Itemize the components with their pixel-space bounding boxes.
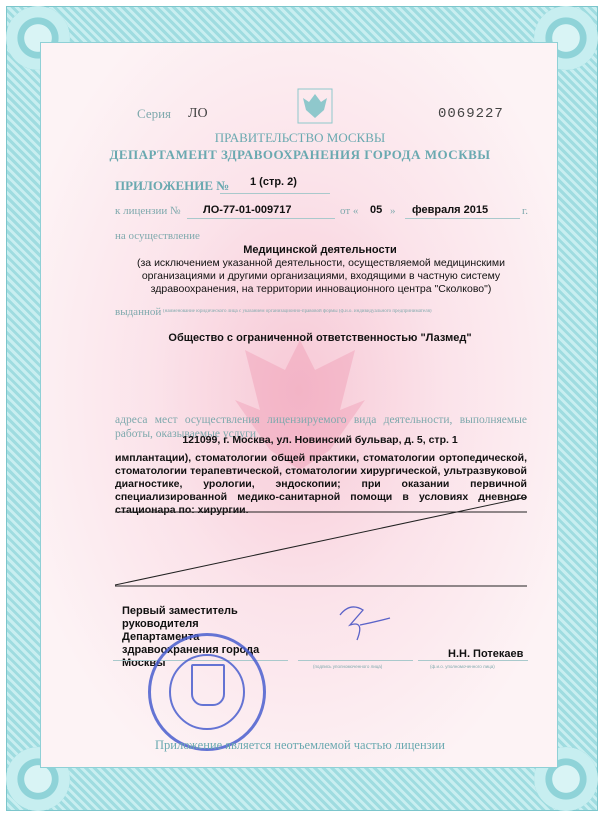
license-month-year: февраля 2015 bbox=[412, 204, 489, 216]
license-label: к лицензии № bbox=[115, 205, 181, 217]
license-number: ЛО-77-01-009717 bbox=[203, 204, 292, 216]
signature-icon bbox=[335, 600, 395, 645]
activity-details: (за исключением указанной деятельности, осуществляемой медицинскими организациями и другими организациями, входящими в частную систему здравоохранения, на территории инновационного центра "Сколково") bbox=[137, 257, 505, 295]
activity-title: Медицинской деятельности bbox=[243, 244, 397, 256]
series-value: ЛО bbox=[188, 106, 208, 121]
official-stamp bbox=[148, 633, 266, 751]
address-value: 121099, г. Москва, ул. Новинский бульвар, д. 5, стр. 1 bbox=[182, 434, 458, 446]
signatory-name: Н.Н. Потекаев bbox=[448, 648, 524, 660]
footer-note: Приложение является неотъемлемой частью лицензии bbox=[155, 738, 445, 752]
government-title: ПРАВИТЕЛЬСТВО МОСКВЫ bbox=[214, 130, 386, 145]
series-label: Серия bbox=[137, 106, 172, 121]
issued-label: выданной bbox=[115, 306, 162, 318]
license-day: 05 bbox=[370, 204, 383, 216]
date-from-label: от « bbox=[340, 205, 359, 217]
address-label: адреса мест осуществления лицензируемого вида деятельности, выполняемые работы, оказываемые услуги bbox=[115, 414, 527, 440]
services-text: имплантации), стоматологии общей практики, стоматологии ортопедической, стоматологии терапевтической, стоматологии хирургической, ультразвуковой диагностике, урологии, эндоскопии; при оказании первичной специализированной медико-санитарной помощи в условиях дневного стационара по: хирургии. bbox=[115, 452, 527, 516]
year-suffix: г. bbox=[522, 205, 529, 217]
form-number: 0069227 bbox=[438, 106, 504, 122]
department-title: ДЕПАРТАМЕНТ ЗДРАВООХРАНЕНИЯ ГОРОДА МОСКВЫ bbox=[109, 147, 491, 162]
signature-hint: (подпись уполномоченного лица) bbox=[313, 664, 383, 669]
activity-label: на осуществление bbox=[115, 230, 200, 242]
appendix-label: ПРИЛОЖЕНИЕ № bbox=[115, 178, 230, 193]
issued-hint: (наименование юридического лица с указанием организационно-правовой формы (ф.и.о. индивидуального предпринимателя) bbox=[163, 309, 432, 314]
date-quote: » bbox=[390, 205, 396, 217]
appendix-number: 1 (стр. 2) bbox=[250, 176, 297, 188]
organization-name: Общество с ограниченной ответственностью "Лазмед" bbox=[168, 332, 472, 344]
name-hint: (ф.и.о. уполномоченного лица) bbox=[430, 664, 495, 669]
signatory-position: Первый заместитель руководителя Департамента здравоохранения города Москвы bbox=[122, 605, 260, 669]
